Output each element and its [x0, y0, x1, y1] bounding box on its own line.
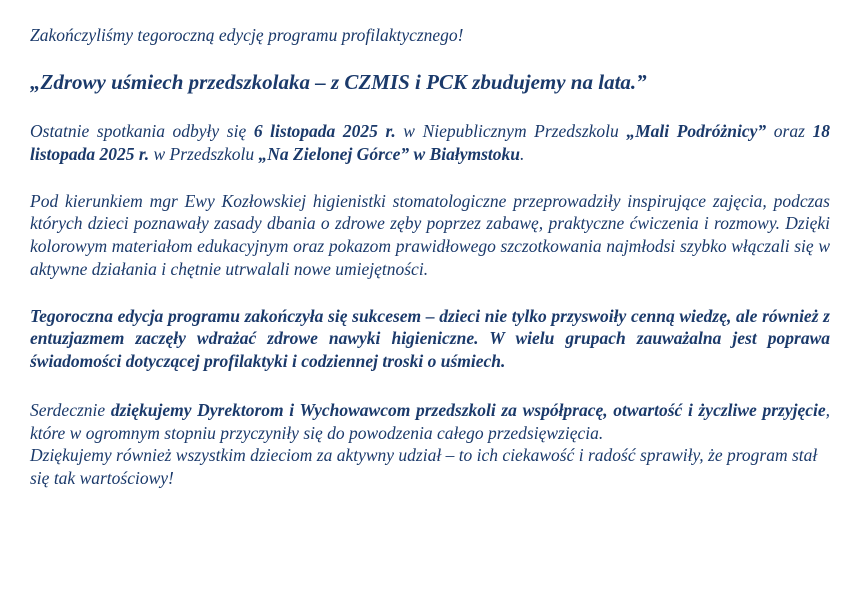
thanks-text-2: , które w ogromnym stopniu przyczyniły się do powodzenia całego przedsięwzięcia.	[30, 399, 830, 443]
body-paragraph: Pod kierunkiem mgr Ewy Kozłowskiej higienistki stomatologiczne przeprowadziły inspirujące zajęcia, podczas których dzieci poznawały zasady dbania o zdrowe zęby poprzez zabawę, praktyczne ćwiczenia i rozmowy. Dzięki kolorowym materiałom edukacyjnym oraz pokazom prawidłowego szczotkowania najmłodsi szybko włączali się w aktywne działania i chętnie utrwalali nowe umiejętności.	[30, 190, 830, 279]
meetings-date-2: 18 listopada 2025 r.	[30, 121, 830, 164]
meetings-paragraph	[30, 120, 830, 166]
thanks-bold-1: dziękujemy Dyrektorom i Wychowawcom przedszkoli za współpracę, otwartość i życzliwe przyjęcie	[110, 399, 826, 420]
intro-paragraph: Zakończyliśmy tegoroczną edycję programu profilaktycznego!	[30, 25, 464, 45]
meetings-date-1: 6 listopada 2025 r.	[253, 121, 396, 142]
meetings-text-2: w Niepublicznym Przedszkolu	[395, 121, 627, 142]
meetings-place-1: „Mali Podróżnicy”	[626, 121, 767, 142]
thanks-text-1: Serdecznie	[30, 399, 111, 420]
meetings-text-4: w Przedszkolu	[149, 143, 259, 164]
meetings-text-1: Ostatnie spotkania odbyły się	[30, 121, 254, 142]
program-title: „Zdrowy uśmiech przedszkolaka – z CZMIS i PCK zbudujemy na lata.”	[30, 69, 647, 94]
meetings-place-2: „Na Zielonej Górce” w Białymstoku	[258, 143, 521, 164]
summary-paragraph: Tegoroczna edycja programu zakończyła się sukcesem – dzieci nie tylko przyswoiły cenną wiedzę, ale również z entuzjazmem zaczęły wdrażać zdrowe nawyki higieniczne. W wielu grupach zauważalna jest poprawa świadomości dotyczącej profilaktyki i codziennej troski o uśmiech.	[30, 305, 830, 372]
meetings-text-5: .	[520, 143, 525, 164]
meetings-text-3: oraz	[766, 121, 813, 142]
thanks-paragraph	[30, 399, 830, 445]
thanks-children-paragraph: Dziękujemy również wszystkim dzieciom za aktywny udział – to ich ciekawość i radość sprawiły, że program stał się tak wartościowy!	[30, 445, 818, 489]
